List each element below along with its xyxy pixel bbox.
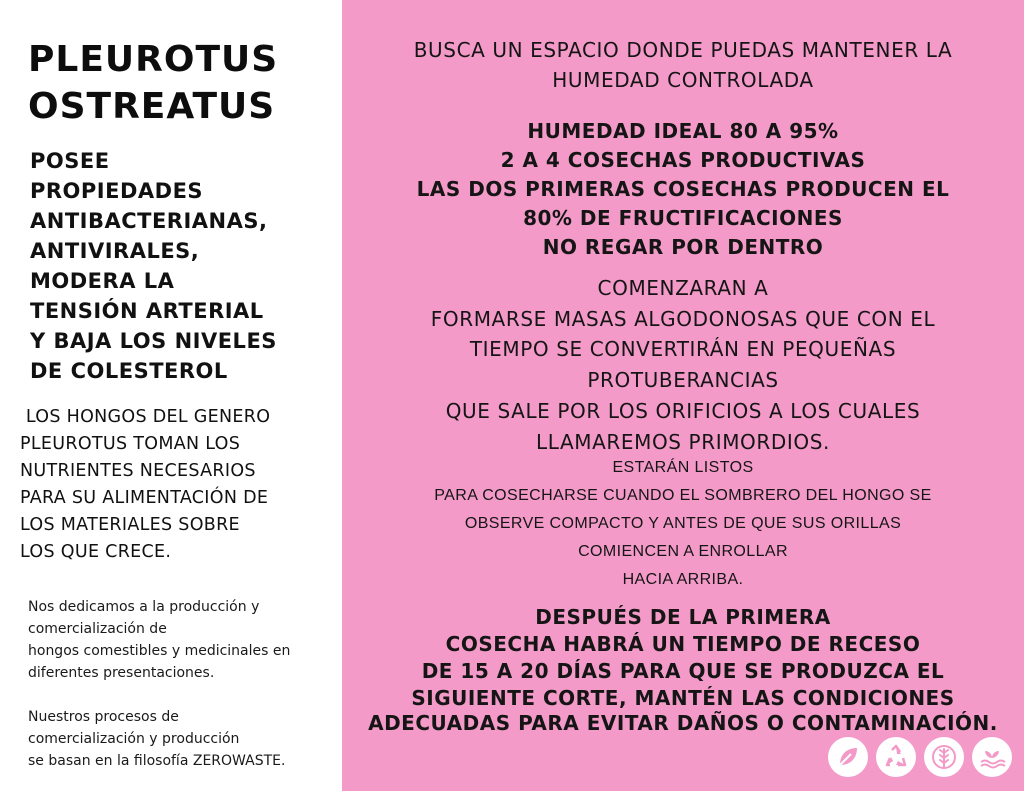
about-line: diferentes presentaciones. [28, 665, 215, 681]
properties-line: PROPIEDADES [30, 179, 204, 203]
process-line: comercialización y producción [28, 731, 240, 747]
growth-line: TIEMPO SE CONVERTIRÁN EN PEQUEÑAS [469, 337, 897, 361]
process-line: se basan en la filosofía ZEROWASTE. [28, 753, 286, 769]
about-line: hongos comestibles y medicinales en [28, 643, 291, 659]
space-line: BUSCA UN ESPACIO DONDE PUEDAS MANTENER LA [413, 38, 953, 62]
harvest-line: ESTARÁN LISTOS [612, 459, 754, 476]
growth-line: COMENZARAN A [597, 276, 769, 300]
spacer [28, 684, 333, 706]
left-panel [0, 0, 342, 791]
facts-line: 80% DE FRUCTIFICACIONES [523, 206, 843, 230]
growth-line: PROTUBERANCIAS [587, 368, 779, 392]
genus-line: LOS HONGOS DEL GENERO [20, 407, 271, 427]
after-line: DE 15 A 20 DÍAS PARA QUE SE PRODUZCA EL [421, 659, 945, 683]
facts-line: LAS DOS PRIMERAS COSECHAS PRODUCEN EL [416, 177, 950, 201]
genus-line: NUTRIENTES NECESARIOS [20, 461, 256, 481]
facts-line: HUMEDAD IDEAL 80 A 95% [527, 119, 839, 143]
genus-line: PARA SU ALIMENTACIÓN DE [20, 488, 269, 508]
title-line: OSTREATUS [28, 86, 276, 127]
page-title [28, 36, 278, 130]
harvest-line: HACIA ARRIBA. [622, 571, 744, 588]
genus-line: LOS QUE CRECE. [20, 542, 172, 562]
properties-line: ANTIVIRALES, [30, 239, 200, 263]
properties-line: DE COLESTEROL [30, 359, 228, 383]
after-line: DESPUÉS DE LA PRIMERA [535, 605, 831, 629]
plant-water-icon [972, 737, 1012, 777]
growth-line: QUE SALE POR LOS ORIFICIOS A LOS CUALES [445, 399, 921, 423]
space-line: HUMEDAD CONTROLADA [552, 68, 814, 92]
growth-line: FORMARSE MASAS ALGODONOSAS QUE CON EL [430, 307, 936, 331]
process-line: Nuestros procesos de [28, 709, 179, 725]
leaf-icon [828, 737, 868, 777]
facts-line: NO REGAR POR DENTRO [542, 235, 824, 259]
about-text [28, 596, 333, 772]
properties-line: POSEE [30, 149, 110, 173]
facts-line: 2 A 4 COSECHAS PRODUCTIVAS [500, 148, 866, 172]
after-line: COSECHA HABRÁ UN TIEMPO DE RECESO [445, 632, 921, 656]
genus-line: PLEUROTUS TOMAN LOS [20, 434, 241, 454]
about-line: comercialización de [28, 621, 167, 637]
recycle-icon [876, 737, 916, 777]
properties-text [30, 146, 335, 386]
properties-line: MODERA LA [30, 269, 175, 293]
properties-line: Y BAJA LOS NIVELES [30, 329, 277, 353]
growth-line: LLAMAREMOS PRIMORDIOS. [536, 430, 830, 454]
icon-row [828, 737, 1012, 777]
wheat-icon [924, 737, 964, 777]
title-line: PLEUROTUS [28, 39, 279, 80]
right-panel [342, 0, 1024, 791]
after-line: SIGUIENTE CORTE, MANTÉN LAS CONDICIONES [411, 686, 955, 710]
genus-text [20, 404, 338, 566]
harvest-line: PARA COSECHARSE CUANDO EL SOMBRERO DEL HONGO SE [434, 487, 932, 504]
harvest-line: COMIENCEN A ENROLLAR [578, 543, 788, 560]
about-line: Nos dedicamos a la producción y [28, 599, 260, 615]
genus-line: LOS MATERIALES SOBRE [20, 515, 240, 535]
properties-line: ANTIBACTERIANAS, [30, 209, 268, 233]
properties-line: TENSIÓN ARTERIAL [30, 299, 264, 323]
harvest-line: OBSERVE COMPACTO Y ANTES DE QUE SUS ORILLAS [464, 515, 902, 532]
after-line: ADECUADAS PARA EVITAR DAÑOS O CONTAMINACIÓN. [368, 711, 998, 735]
